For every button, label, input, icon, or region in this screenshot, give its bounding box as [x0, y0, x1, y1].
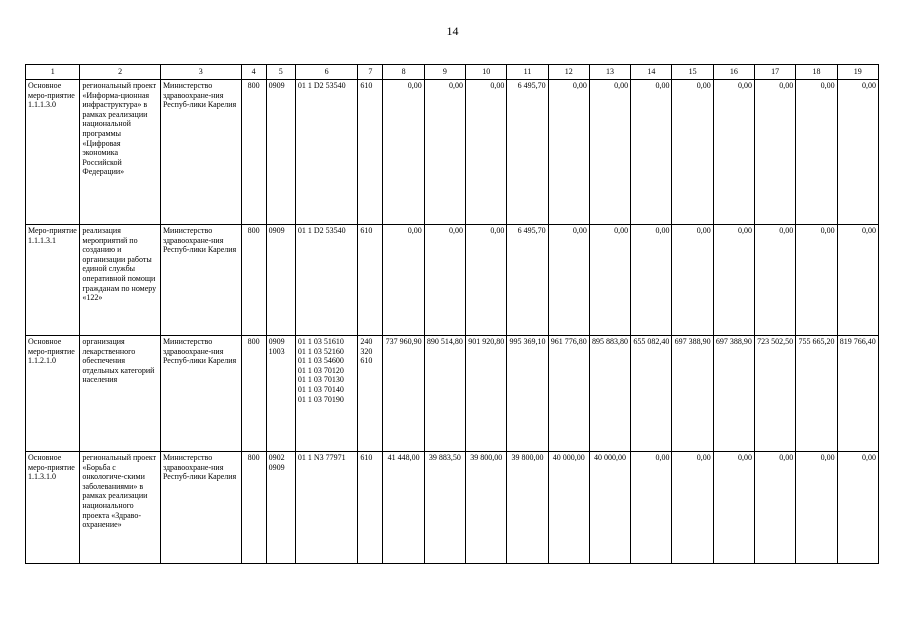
- target-article-cell-line: 01 1 N3 77971: [297, 453, 346, 462]
- target-article-cell: [295, 336, 357, 452]
- executor-cell: Министерство здравоохране-ния Респуб-лики Карелия: [160, 225, 241, 336]
- column-header: 14: [631, 65, 672, 80]
- table-row: [26, 80, 879, 225]
- amount-cell: 0,00: [424, 80, 465, 225]
- column-header: 3: [160, 65, 241, 80]
- amount-cell: 995 369,10: [507, 336, 548, 452]
- grbs-code-cell: 800: [241, 80, 266, 225]
- expense-type-cell: [358, 80, 383, 225]
- activity-type-cell: Основное меро-приятие 1.1.2.1.0: [26, 336, 80, 452]
- executor-cell: Министерство здравоохране-ния Респуб-лики Карелия: [160, 336, 241, 452]
- amount-cell: 961 776,80: [548, 336, 589, 452]
- amount-cell: 0,00: [424, 225, 465, 336]
- target-article-cell-line: 01 1 03 52160: [297, 346, 344, 356]
- amount-cell: 890 514,80: [424, 336, 465, 452]
- target-article-cell: [295, 452, 357, 564]
- activity-type-cell: Основное меро-приятие 1.1.1.3.0: [26, 80, 80, 225]
- amount-cell: 0,00: [466, 80, 507, 225]
- amount-cell: 697 388,90: [713, 336, 754, 452]
- amount-cell: 655 082,40: [631, 336, 672, 452]
- amount-cell: 40 000,00: [589, 452, 630, 564]
- expense-type-cell-line: 240: [360, 337, 373, 346]
- activity-name-cell: реализация мероприятий по созданию и организации работы единой службы оперативной помощи гражданам по номеру «122»: [80, 225, 161, 336]
- target-article-cell: [295, 225, 357, 336]
- amount-cell: 0,00: [713, 80, 754, 225]
- activity-type-cell: Основное меро-приятие 1.1.3.1.0: [26, 452, 80, 564]
- grbs-code-cell: 800: [241, 225, 266, 336]
- amount-cell: 0,00: [672, 80, 713, 225]
- section-code-cell: [266, 452, 295, 564]
- amount-cell: 39 800,00: [507, 452, 548, 564]
- column-header: 19: [837, 65, 878, 80]
- section-code-cell-line: 0902: [268, 453, 285, 462]
- amount-cell: 0,00: [466, 225, 507, 336]
- column-header: 8: [383, 65, 424, 80]
- amount-cell: 0,00: [796, 452, 837, 564]
- column-header: 17: [755, 65, 796, 80]
- column-header: 16: [713, 65, 754, 80]
- column-header: 5: [266, 65, 295, 80]
- amount-cell: 40 000,00: [548, 452, 589, 564]
- page-number: 14: [446, 24, 459, 38]
- amount-cell: 755 665,20: [796, 336, 837, 452]
- amount-cell: 0,00: [755, 225, 796, 336]
- section-code-cell-line: 1003: [268, 346, 285, 356]
- target-article-cell-line: 01 1 03 70130: [297, 375, 344, 385]
- target-article-cell-line: 01 1 03 70140: [297, 384, 344, 394]
- section-code-cell: [266, 225, 295, 336]
- table-header-row: [26, 65, 879, 80]
- column-header: 7: [358, 65, 383, 80]
- section-code-cell: [266, 336, 295, 452]
- amount-cell: 0,00: [383, 80, 424, 225]
- column-header: 9: [424, 65, 465, 80]
- amount-cell: 697 388,90: [672, 336, 713, 452]
- amount-cell: 901 920,80: [466, 336, 507, 452]
- amount-cell: 6 495,70: [507, 80, 548, 225]
- column-header: 10: [466, 65, 507, 80]
- activity-name-cell: региональный проект «Борьба с онкологиче-скими заболеваниями» в рамках реализации национального проекта «Здраво-охранение»: [80, 452, 161, 564]
- table-row: [26, 336, 879, 452]
- target-article-cell-line: 01 1 03 54600: [297, 356, 344, 366]
- amount-cell: 895 883,80: [589, 336, 630, 452]
- executor-cell: Министерство здравоохране-ния Респуб-лики Карелия: [160, 452, 241, 564]
- amount-cell: 0,00: [383, 225, 424, 336]
- column-header: 11: [507, 65, 548, 80]
- section-code-cell-line: 0909: [268, 81, 285, 90]
- amount-cell: 0,00: [631, 452, 672, 564]
- table-row: [26, 452, 879, 564]
- expense-type-cell: [358, 225, 383, 336]
- amount-cell: 0,00: [672, 452, 713, 564]
- column-header: 13: [589, 65, 630, 80]
- amount-cell: 0,00: [837, 80, 878, 225]
- target-article-cell-line: 01 1 D2 53540: [297, 81, 346, 90]
- activity-type-cell: Меро-приятие 1.1.1.3.1: [26, 225, 80, 336]
- grbs-code-cell: 800: [241, 452, 266, 564]
- amount-cell: 0,00: [755, 80, 796, 225]
- amount-cell: 41 448,00: [383, 452, 424, 564]
- grbs-code-cell: 800: [241, 336, 266, 452]
- amount-cell: 39 800,00: [466, 452, 507, 564]
- expense-type-cell-line: 610: [360, 81, 373, 90]
- amount-cell: 0,00: [548, 80, 589, 225]
- column-header: 18: [796, 65, 837, 80]
- amount-cell: 0,00: [713, 452, 754, 564]
- expense-type-cell-line: 610: [360, 356, 373, 366]
- amount-cell: 39 883,50: [424, 452, 465, 564]
- expense-type-cell-line: 610: [360, 226, 373, 235]
- amount-cell: 0,00: [796, 225, 837, 336]
- amount-cell: 737 960,90: [383, 336, 424, 452]
- column-header: 4: [241, 65, 266, 80]
- table-row: [26, 225, 879, 336]
- target-article-cell: [295, 80, 357, 225]
- column-header: 2: [80, 65, 161, 80]
- column-header: 15: [672, 65, 713, 80]
- amount-cell: 0,00: [548, 225, 589, 336]
- column-header: 12: [548, 65, 589, 80]
- column-header: 6: [295, 65, 357, 80]
- budget-table: [25, 64, 879, 564]
- expense-type-cell: [358, 336, 383, 452]
- amount-cell: 0,00: [672, 225, 713, 336]
- amount-cell: 0,00: [796, 80, 837, 225]
- target-article-cell-line: 01 1 D2 53540: [297, 226, 346, 235]
- amount-cell: 6 495,70: [507, 225, 548, 336]
- section-code-cell-line: 0909: [268, 462, 285, 472]
- amount-cell: 0,00: [631, 80, 672, 225]
- target-article-cell-line: 01 1 03 70190: [297, 394, 344, 404]
- amount-cell: 0,00: [631, 225, 672, 336]
- expense-type-cell-line: 320: [360, 346, 373, 356]
- expense-type-cell: [358, 452, 383, 564]
- section-code-cell: [266, 80, 295, 225]
- target-article-cell-line: 01 1 03 70120: [297, 365, 344, 375]
- section-code-cell-line: 0909: [268, 337, 285, 346]
- expense-type-cell-line: 610: [360, 453, 373, 462]
- amount-cell: 0,00: [755, 452, 796, 564]
- column-header: 1: [26, 65, 80, 80]
- executor-cell: Министерство здравоохране-ния Респуб-лики Карелия: [160, 80, 241, 225]
- amount-cell: 0,00: [589, 225, 630, 336]
- amount-cell: 723 502,50: [755, 336, 796, 452]
- amount-cell: 0,00: [837, 225, 878, 336]
- amount-cell: 0,00: [589, 80, 630, 225]
- section-code-cell-line: 0909: [268, 226, 285, 235]
- activity-name-cell: организация лекарственного обеспечения отдельных категорий населения: [80, 336, 161, 452]
- target-article-cell-line: 01 1 03 51610: [297, 337, 344, 346]
- amount-cell: 0,00: [837, 452, 878, 564]
- amount-cell: 0,00: [713, 225, 754, 336]
- amount-cell: 819 766,40: [837, 336, 878, 452]
- activity-name-cell: региональный проект «Информа-ционная инфраструктура» в рамках реализации национальной программы «Цифровая экономика Российской Федерации»: [80, 80, 161, 225]
